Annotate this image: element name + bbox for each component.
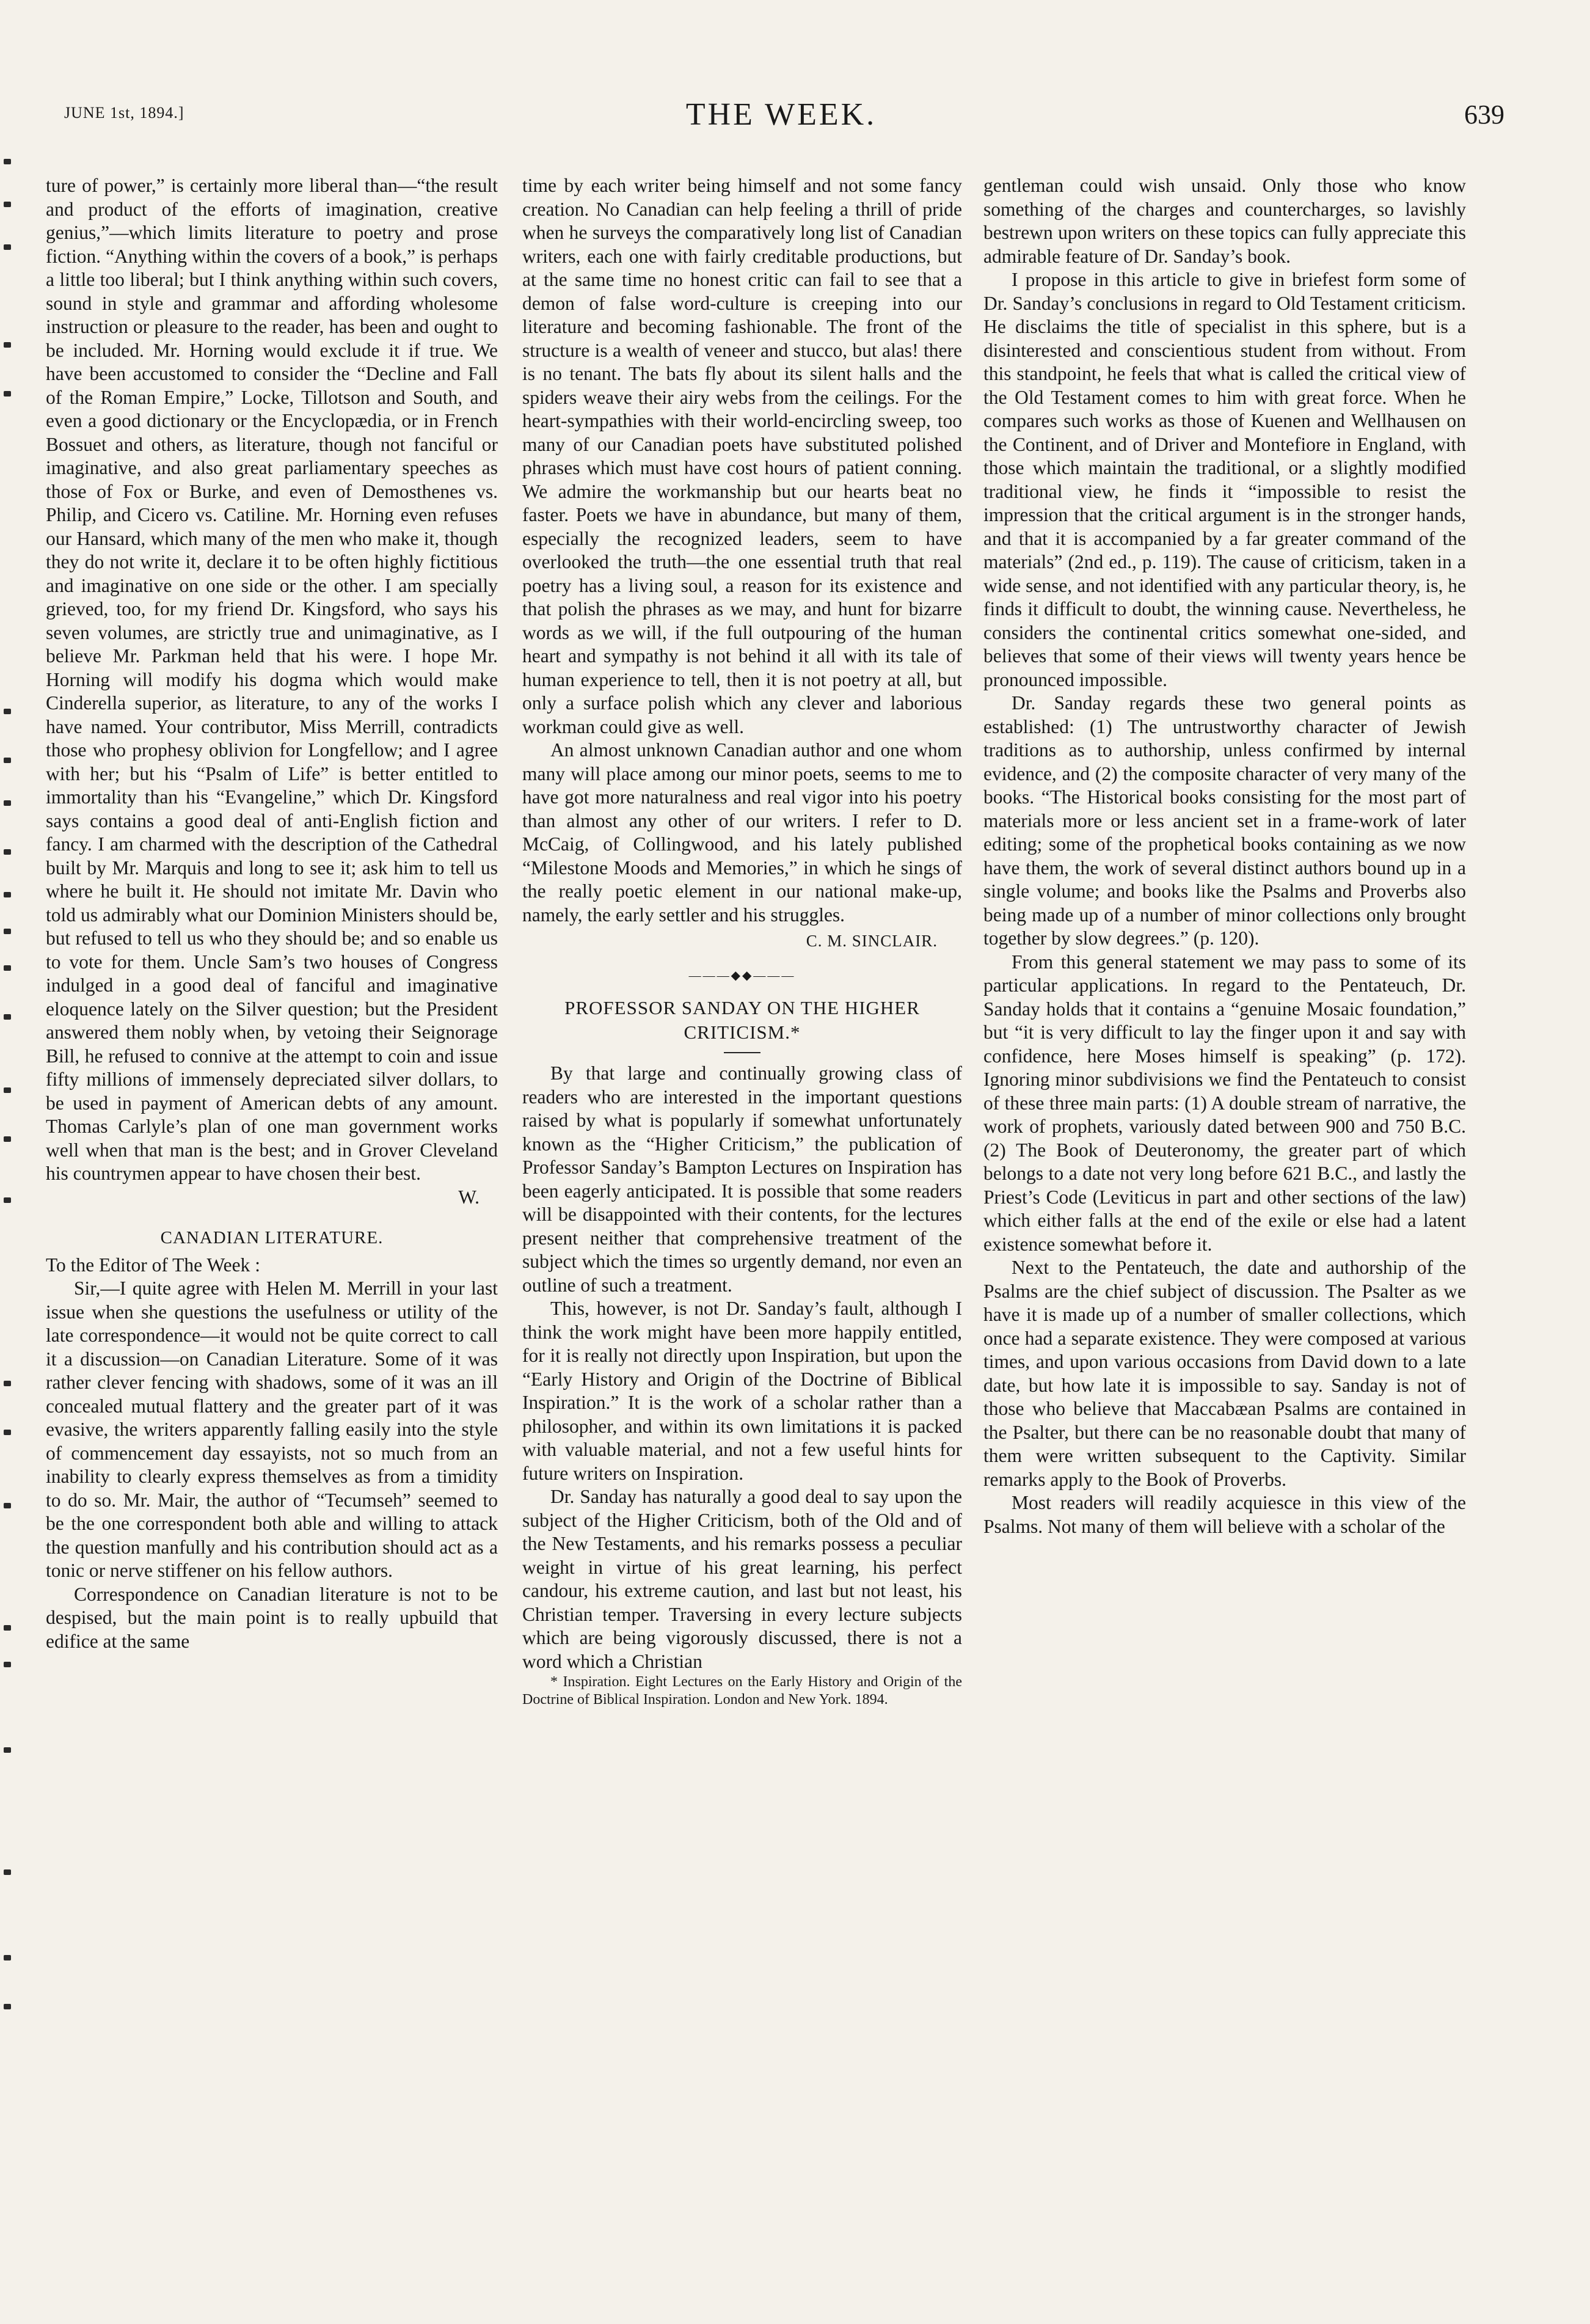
column-3: [983, 174, 1466, 1538]
paragraph: By that large and continually growing class of readers who are interested in the important questions raised by what is popularly if somewhat unfortunately known as the “Higher Criticism,” the publication of Professor Sanday’s Bampton Lectures on Inspiration has been eagerly anticipated. It is possible that some readers will be disappointed with their contents, for the lectures present neither that comprehensive treatment of the subject which the times so urgently demand, nor even an outline of such a treatment.: [522, 1062, 962, 1296]
column-1: [46, 174, 498, 1653]
paragraph: Sir,—I quite agree with Helen M. Merrill in your last issue when she questions the usefulness or utility of the late correspondence—it would not be quite correct to call it a discussion—on Canadian Literature. Some of it was rather clever fencing with shadows, some of it was an ill concealed mutual flattery and the greater part of it was evasive, the writers apparently falling easily into the style of commencement day essayists, not so much from an inability to clearly express themselves as from a timidity to do so. Mr. Mair, the author of “Tecumseh” seemed to be the one correspondent both able and willing to attack the question manfully and his contribution should act as a tonic or nerve stiffener on his fellow authors.: [46, 1277, 498, 1581]
paragraph: Dr. Sanday regards these two general points as established: (1) The untrustworthy character of Jewish traditions as to authorship, unless confirmed by internal evidence, and (2) the composite character of very many of the books. “The Historical books consisting for the most part of materials more or less ancient set in a frame-work of later editing; some of the prophetical books containing as we now have them, the work of several distinct authors bound up in a single volume; and books like the Psalms and Proverbs also being made up of a number of minor collections only brought together by slow degrees.” (p. 120).: [983, 692, 1466, 949]
paragraph: From this general statement we may pass to some of its particular applications. In regard to the Pentateuch, Dr. Sanday holds that it contains a “genuine Mosaic foundation,” but “it is very difficult to lay the finger upon it and say with confidence, here Moses himself is speaking” (p. 172). Ignoring minor subdivisions we find the Pentateuch to consist of these three main parts: (1) A double stream of narrative, the work of prophets, variously dated between 900 and 750 B.C. (2) The Book of Deuteronomy, the greater part of which belongs to a date not very long before 621 B.C., and lastly the Priest’s Code (Leviticus in part and other sections of the law) which either falls at the end of the exile or else had a latent existence somewhat before it.: [983, 951, 1466, 1255]
section-title-canadian-literature: CANADIAN LITERATURE.: [160, 1228, 384, 1248]
page-number: 639: [1464, 100, 1504, 130]
paragraph: An almost unknown Canadian author and one whom many will place among our minor poets, seems to me to have got more naturalness and real vigor into his poetry than almost any other of our writers. I refer to D. McCaig, of Collingwood, and his lately published “Milestone Moods and Memories,” in which he sings of the really poetic element in our national make-up, namely, the early settler and his struggles.: [522, 739, 962, 926]
paragraph: ture of power,” is certainly more liberal than—“the result and product of the efforts of imagination, creative genius,”—which limits literature to poetry and prose fiction. “Anything within the covers of a book,” is perhaps a little too liberal; but I think anything within such covers, sound in style and grammar and affording wholesome instruction or pleasure to the reader, has been and ought to be included. Mr. Horning would exclude it if true. We have been accustomed to consider the “Decline and Fall of the Roman Empire,” Locke, Tillotson and South, and even a good dictionary or the Encyclopædia, or in French Bossuet and others, as literature, though not fanciful or imaginative, and also great parliamentary speeches as those of Fox or Burke, and even of Demosthenes vs. Philip, and Cicero vs. Catiline. Mr. Horning even refuses our Hansard, which many of the men who make it, though they do not write it, declare it to be often highly fictitious and imaginative on one side or the other. I am specially grieved, too, for my friend Dr. Kingsford, who says his seven volumes, are strictly true and unimaginative, as I believe Mr. Parkman held that his were. I hope Mr. Horning will modify his dogma which would make Cinderella superior, as literature, to any of the works I have named. Your contributor, Miss Merrill, contradicts those who prophesy oblivion for Longfellow; and I agree with her; but his “Psalm of Life” is better entitled to immortality than his “Evangeline,” which Dr. Kingsford says contains a good deal of anti-English fiction and fancy. I am charmed with the description of the Cathedral built by Mr. Marquis and long to see it; ask him to tell us where he built it. He should not imitate Mr. Davin who told us admirably what our Dominion Ministers should be, but refused to tell us who they should be; and so enable us to vote for them. Uncle Sam’s two houses of Congress indulged in a good deal of fanciful and imaginative eloquence lately on the Silver question; but the President answered them nobly when, by vetoing their Seignorage Bill, he refused to connive at the attempt to coin and issue fifty millions of immensely depreciated silver dollars, to be used in payment of American debts of any amount. Thomas Carlyle’s plan of one man government works well when that man is the best; and in Grover Cleveland his countrymen appear to have chosen their best.: [46, 175, 498, 1184]
paragraph: time by each writer being himself and not some fancy creation. No Canadian can help feeling a thrill of pride when he surveys the comparatively long list of Canadian writers, each one with fairly creditable productions, but at the same time no honest critic can fail to see that a demon of false word-culture is creeping into our literature and becoming fashionable. The front of the structure is a wealth of veneer and stucco, but alas! there is no tenant. The bats fly about its silent halls and the spiders weave their airy webs from the ceilings. For the heart-sympathies with their world-encircling sweep, too many of our Canadian poets have substituted polished phrases which must have cost hours of patient conning. We admire the workmanship but our hearts beat no faster. Poets we have in abundance, but many of them, especially the recognized leaders, seem to have overlooked the truth—the one essential truth that real poetry has a living soul, a reason for its existence and that polish the phrases as we may, and hunt for bizarre words as we will, if the full outpouring of the human heart and sympathy is not behind it all with its tale of human experience to tell, then it is not poetry at all, but only a surface polish which any clever and laborious workman could give as well.: [522, 175, 962, 737]
article-title: PROFESSOR SANDAY ON THE HIGHER CRITICISM.*: [564, 997, 920, 1043]
divider-ornament: ———◆◆———: [688, 968, 796, 982]
page-edge-bleed-marks: [4, 159, 22, 2053]
salutation: To the Editor of The Week :: [46, 1254, 261, 1276]
paragraph: Most readers will readily acquiesce in this view of the Psalms. Not many of them will believe with a scholar of the: [983, 1492, 1466, 1537]
footnote: * Inspiration. Eight Lectures on the Early History and Origin of the Doctrine of Biblical Inspiration. London and New York. 1894.: [522, 1674, 962, 1708]
column-2: [522, 174, 962, 1709]
page-header: [58, 92, 1504, 141]
paragraph: Next to the Pentateuch, the date and authorship of the Psalms are the chief subject of discussion. The Psalter as we have it is made up of a number of smaller collections, which once had a separate existence. They were composed at various times, and upon various occasions from David down to a late date, but how late it is impossible to say. Sanday is not of those who believe that Maccabæan Psalms are contained in the Psalter, but there can be no reasonable doubt that many of them were written subsequent to the Captivity. Similar remarks apply to the Book of Proverbs.: [983, 1257, 1466, 1490]
title-rule: [724, 1052, 760, 1053]
issue-date: JUNE 1st, 1894.]: [64, 104, 184, 122]
paragraph: Correspondence on Canadian literature is not to be despised, but the main point is to really upbuild that edifice at the same: [46, 1583, 498, 1652]
signature-sinclair: C. M. SINCLAIR.: [806, 932, 938, 950]
paragraph: I propose in this article to give in briefest form some of Dr. Sanday’s conclusions in regard to Old Testament criticism. He disclaims the title of specialist in this sphere, but is a disinterested and conscientious student from without. From this standpoint, he feels that what is called the critical view of the Old Testament comes to him with great force. When he compares such works as those of Kuenen and Wellhausen on the Continent, and of Driver and Montefiore in England, with those which maintain the traditional, or a slightly modified traditional view, he finds it “impossible to resist the impression that the critical argument is in the stronger hands, and that it is accompanied by a far greater command of the materials” (2nd ed., p. 119). The cause of criticism, taken in a wide sense, and not identified with any particular theory, is, he finds it difficult to doubt, the winning cause. Nevertheless, he considers the continental critics somewhat one-sided, and believes that some of their views will twenty years hence be pronounced impossible.: [983, 269, 1466, 690]
paragraph: gentleman could wish unsaid. Only those who know something of the charges and countercharges, so lavishly bestrewn upon writers on these topics can fully appreciate this admirable feature of Dr. Sanday’s book.: [983, 175, 1466, 267]
signature-w: W.: [458, 1186, 480, 1208]
masthead-title: THE WEEK.: [685, 97, 877, 132]
paragraph: Dr. Sanday has naturally a good deal to say upon the subject of the Higher Criticism, both of the Old and of the New Testaments, and his remarks possess a peculiar weight in virtue of his great learning, his perfect candour, his extreme caution, and last but not least, his Christian temper. Traversing in every lecture subjects which are being vigorously discussed, there is not a word which a Christian: [522, 1486, 962, 1672]
paragraph: This, however, is not Dr. Sanday’s fault, although I think the work might have been more happily entitled, for it is really not directly upon Inspiration, but upon the “Early History and Origin of the Doctrine of Biblical Inspiration.” It is the work of a scholar rather than a philosopher, and within its own limitations it is packed with valuable material, and not a few useful hints for future writers on Inspiration.: [522, 1298, 962, 1484]
